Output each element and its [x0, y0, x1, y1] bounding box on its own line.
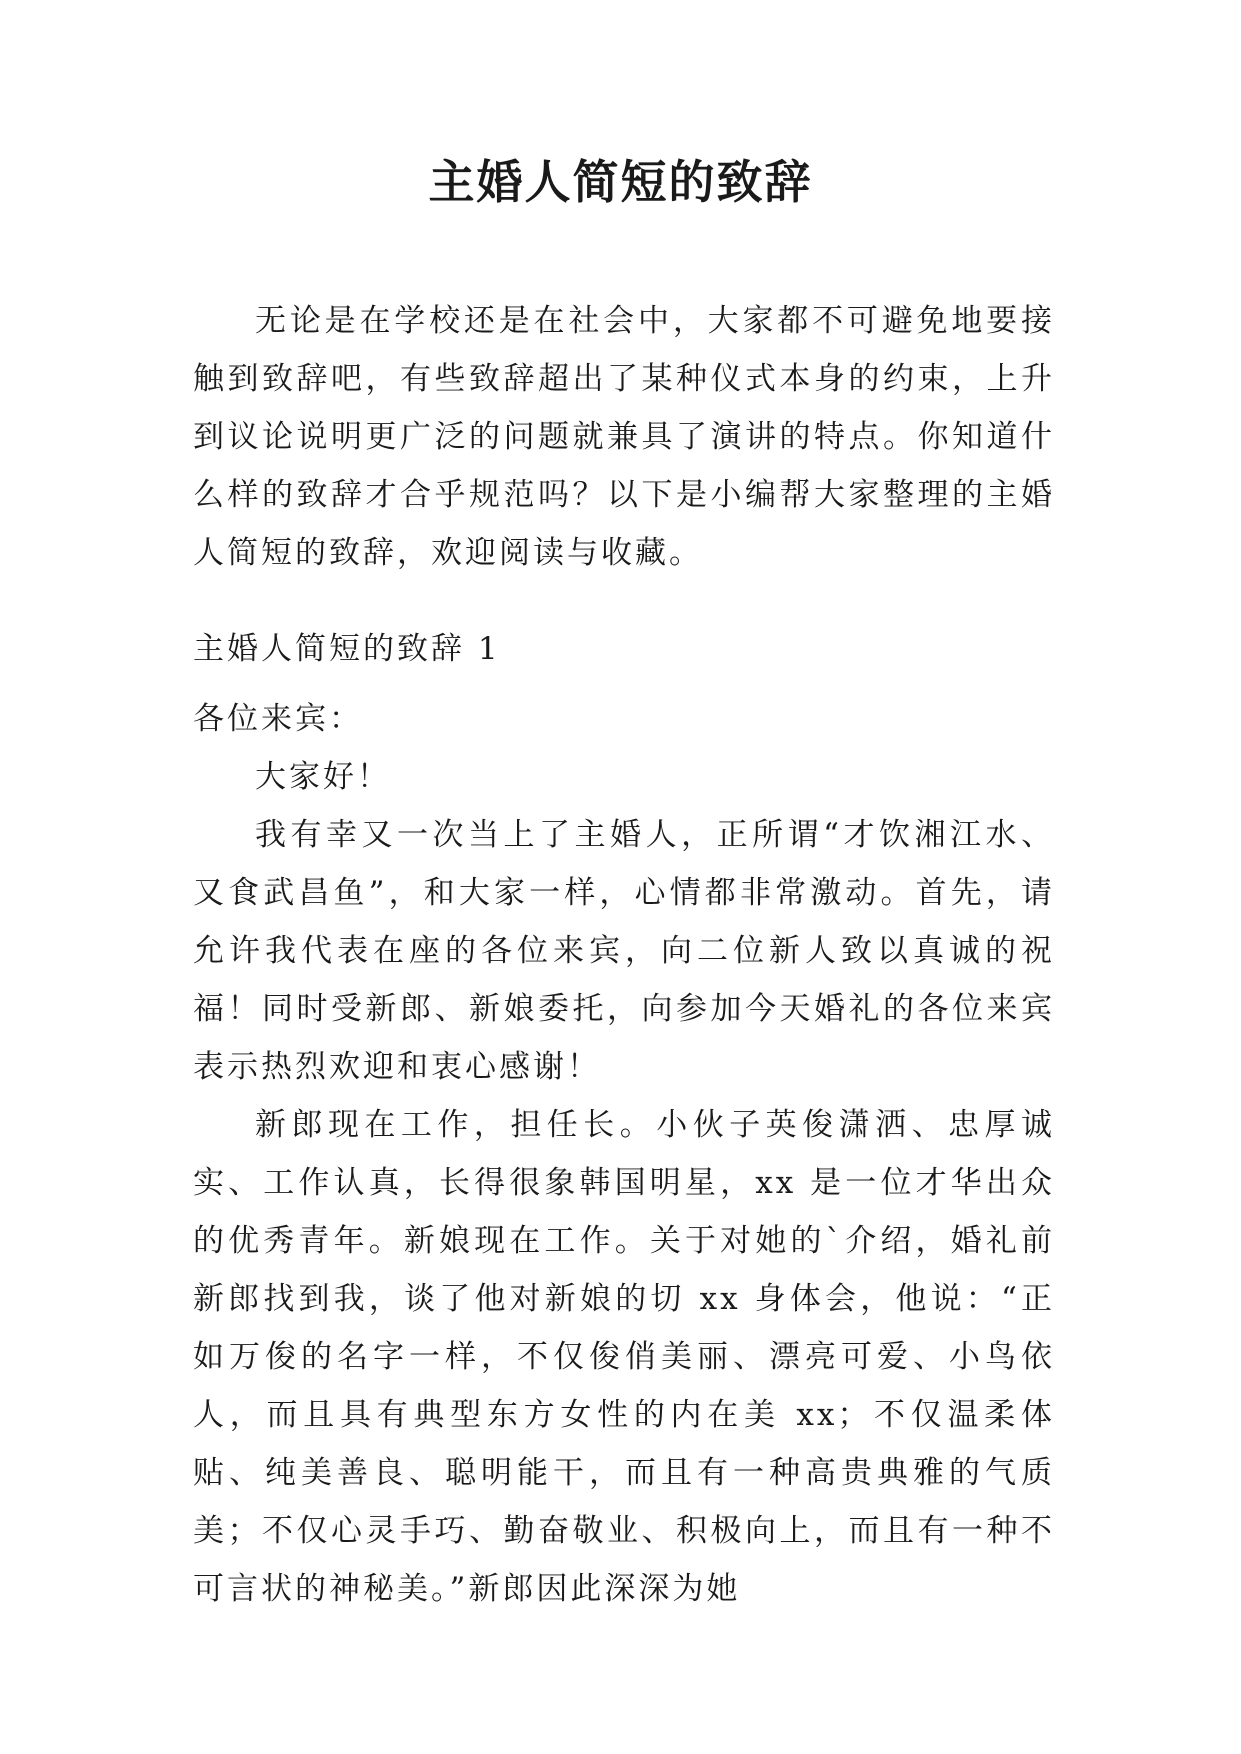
intro-paragraph: 无论是在学校还是在社会中，大家都不可避免地要接触到致辞吧，有些致辞超出了某种仪式本身的约束，上升到议论说明更广泛的问题就兼具了演讲的特点。你知道什么样的致辞才合乎规范吗？以下是小编帮大家整理的主婚人简短的致辞，欢迎阅读与收藏。	[193, 303, 1055, 571]
body-paragraph-1: 我有幸又一次当上了主婚人，正所谓“才饮湘江水、又食武昌鱼”，和大家一样，心情都非常激动。首先，请允许我代表在座的各位来宾，向二位新人致以真诚的祝福！同时受新郎、新娘委托，向参加今天婚礼的各位来宾表示热烈欢迎和衷心感谢！	[193, 817, 1055, 1085]
body-paragraph-2: 新郎现在工作，担任长。小伙子英俊潇洒、忠厚诚实、工作认真，长得很象韩国明星，xx 是一位才华出众的优秀青年。新娘现在工作。关于对她的`介绍，婚礼前新郎找到我，谈了他对新娘的切 xx 身体会，他说：“正如万俊的名字一样，不仅俊俏美丽、漂亮可爱、小鸟依人，而且具有典型东方女性的内在美 xx；不仅温柔体贴、纯美善良、聪明能干，而且有一种高贵典雅的气质美；不仅心灵手巧、勤奋敬业、积极向上，而且有一种不可言状的神秘美。”新郎因此深深为她	[193, 1107, 1055, 1607]
salutation: 各位来宾：	[193, 701, 363, 737]
section-heading: 主婚人简短的致辞 1	[193, 631, 501, 667]
document-title: 主婚人简短的致辞	[428, 155, 813, 209]
greeting: 大家好！	[255, 759, 391, 795]
document-body	[193, 292, 1055, 1618]
